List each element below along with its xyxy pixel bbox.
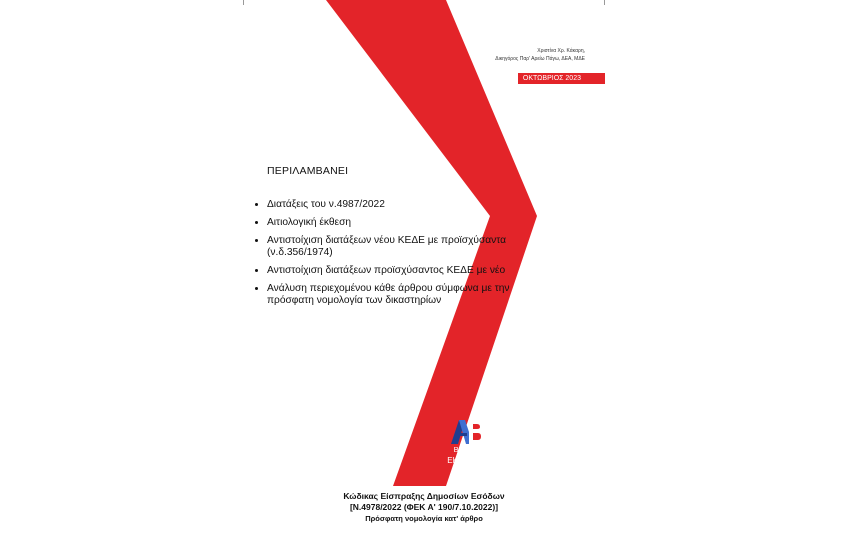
list-item: • Αιτιολογική έκθεση [267, 217, 517, 229]
cover-page [243, 0, 605, 486]
list-item: • Διατάξεις του ν.4987/2022 [267, 199, 517, 211]
list-item: • Ανάλυση περιεχομένου κάθε άρθρου σύμφωνα με την πρόσφατη νομολογία των δικαστηρίων [267, 283, 517, 307]
author-title: Δικηγόρος Παρ' Αρείω Πάγω, ΔΕΑ, ΜΔΕ [495, 56, 585, 62]
ab-logo-icon [447, 418, 487, 444]
book-title: Κώδικας Είσπραξης Δημοσίων Εσόδων [343, 491, 505, 501]
date-banner: ΟΚΤΩΒΡΙΟΣ 2023 [518, 73, 605, 84]
book-law: [Ν.4978/2022 (ΦΕΚ Α' 190/7.10.2022)] [349, 502, 499, 512]
list-item: • Αντιστοίχιση διατάξεων νέου ΚΕΔΕ με προϊσχύσαντα (ν.δ.356/1974) [267, 235, 517, 259]
author-block [495, 47, 585, 63]
book-subtitle: Πρόσφατη νομολογία κατ' άρθρο [365, 514, 483, 523]
book-footer [243, 491, 605, 524]
contents-list [253, 199, 517, 313]
list-item: • Αντιστοίχιση διατάξεων προϊσχύσαντος ΚΕΔΕ με νέο [267, 265, 517, 277]
author-name: Χριστίνα Χρ. Κάκαρη, [537, 48, 585, 54]
publisher-logo [442, 418, 492, 470]
contents-heading: ΠΕΡΙΛΑΜΒΑΝΕΙ [267, 165, 349, 177]
publisher-books-label: BOOKS [453, 445, 481, 454]
publisher-ekdoseis-label: ΕΚΔΟΣΕΙΣ [447, 456, 487, 465]
